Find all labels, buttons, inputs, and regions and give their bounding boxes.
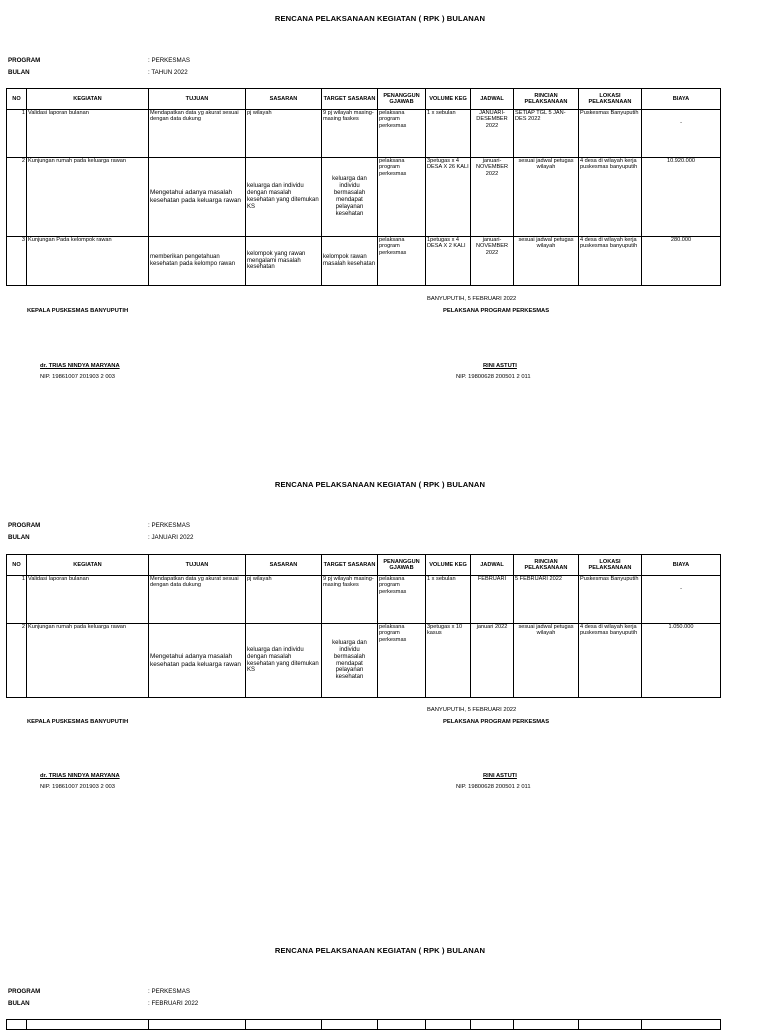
cell-empty: [246, 1020, 322, 1030]
cell-lokasi: 4 desa di wilayah kerja puskesmas banyuputih: [579, 237, 642, 286]
cell-empty: [642, 1020, 721, 1030]
cell-target: keluarga dan individu bermasalah mendapat pelayanan kesehatan: [322, 158, 378, 237]
cell-jadwal: januari-NOVEMBER 2022: [471, 237, 514, 286]
cell-pj: pelaksana program perkesmas: [378, 624, 426, 698]
cell-empty: [7, 1020, 27, 1030]
cell-lokasi: Puskesmas Banyuputih: [579, 576, 642, 624]
cell-jadwal: FEBRUARI: [471, 576, 514, 624]
cell-volume: 1 x sebulan: [426, 576, 471, 624]
doc2-sign-right-nip: NIP. 19800628 200501 2 011: [456, 784, 531, 790]
header-jadwal: JADWAL: [471, 89, 514, 110]
doc1-rpk-table: [6, 88, 721, 286]
cell-lokasi: 4 desa di wilayah kerja puskesmas banyuputih: [579, 624, 642, 698]
header-sasaran: SASARAN: [246, 89, 322, 110]
header-jadwal: JADWAL: [471, 555, 514, 576]
doc1-header-row: [7, 89, 721, 110]
header-target: TARGET SASARAN: [322, 89, 378, 110]
doc2-rpk-table: [6, 554, 721, 698]
header-lokasi: LOKASI PELAKSANAAN: [579, 89, 642, 110]
cell-biaya: 280.000: [642, 237, 721, 286]
cell-rincian: 5 FEBRUARI 2022: [514, 576, 579, 624]
doc2-sign-right-name: RINI ASTUTI: [483, 773, 517, 779]
header-no: NO: [7, 89, 27, 110]
cell-biaya: 10.920.000: [642, 158, 721, 237]
cell-target: 9 pj wilayah masing-masing faskes: [322, 576, 378, 624]
cell-tujuan: memberikan pengetahuan kesehatan pada kelompo rawan: [149, 237, 246, 286]
cell-pj: pelaksana program perkesmas: [378, 576, 426, 624]
doc2-header-row: [7, 555, 721, 576]
header-rincian: RINCIAN PELAKSANAAN: [514, 555, 579, 576]
cell-volume: 3petugas x 4 DESA X 26 KALI: [426, 158, 471, 237]
cell-empty: [426, 1020, 471, 1030]
doc3-title: RENCANA PELAKSANAAN KEGIATAN ( RPK ) BULANAN: [274, 946, 486, 955]
doc3-header-row: [7, 1020, 721, 1030]
doc1-sign-place-date: BANYUPUTIH, 5 FEBRUARI 2022: [427, 296, 517, 302]
doc2-sign-left-title: KEPALA PUSKESMAS BANYUPUTIH: [27, 719, 129, 725]
cell-no: 2: [7, 624, 27, 698]
cell-target: 9 pj wilayah masing-masing faskes: [322, 110, 378, 158]
header-lokasi: LOKASI PELAKSANAAN: [579, 555, 642, 576]
doc2-program-label: PROGRAM: [8, 522, 41, 529]
doc1-bulan-label: BULAN: [8, 69, 30, 76]
cell-empty: [378, 1020, 426, 1030]
header-penanggungjawab: PENANGGUN GJAWAB: [378, 89, 426, 110]
doc1-sign-left-title: KEPALA PUSKESMAS BANYUPUTIH: [27, 308, 129, 314]
cell-volume: 1 x sebulan: [426, 110, 471, 158]
header-no: NO: [7, 555, 27, 576]
cell-no: 1: [7, 110, 27, 158]
cell-lokasi: Puskesmas Banyuputih: [579, 110, 642, 158]
doc1-sign-right-nip: NIP. 19800628 200501 2 011: [456, 374, 531, 380]
cell-target: kelompok rawan masalah kesehatan: [322, 237, 378, 286]
header-penanggungjawab: PENANGGUN GJAWAB: [378, 555, 426, 576]
cell-no: 3: [7, 237, 27, 286]
cell-sasaran: keluarga dan individu dengan masalah kesehatan yang ditemukan KS: [246, 158, 322, 237]
cell-lokasi: 4 desa di wilayah kerja puskesmas banyuputih: [579, 158, 642, 237]
cell-empty: [322, 1020, 378, 1030]
doc1-bulan-value: : TAHUN 2022: [148, 69, 188, 76]
doc2-program-value: : PERKESMAS: [148, 522, 190, 529]
cell-sasaran: pj wilayah: [246, 110, 322, 158]
header-volume: VOLUME KEG: [426, 555, 471, 576]
doc2-sign-place-date: BANYUPUTIH, 5 FEBRUARI 2022: [427, 707, 517, 713]
doc3-rpk-table-partial: [6, 1019, 721, 1030]
cell-tujuan: Mendapatkan data yg akurat sesuai dengan data dukung: [149, 110, 246, 158]
header-biaya: BIAYA: [642, 89, 721, 110]
cell-pj: pelaksana program perkesmas: [378, 237, 426, 286]
cell-biaya: [642, 576, 721, 624]
cell-volume: 1petugas x 4 DESA X 2 KALI: [426, 237, 471, 286]
cell-empty: [514, 1020, 579, 1030]
cell-sasaran: keluarga dan individu dengan masalah kesehatan yang ditemukan KS: [246, 624, 322, 698]
cell-sasaran: kelompok yang rawan mengalami masalah kesehatan: [246, 237, 322, 286]
doc1-title: RENCANA PELAKSANAAN KEGIATAN ( RPK ) BULANAN: [274, 14, 486, 23]
doc2-sign-left-nip: NIP. 19861007 201903 2 003: [40, 784, 115, 790]
cell-target: keluarga dan individu bermasalah mendapat pelayanan kesehatan: [322, 624, 378, 698]
cell-sasaran: pj wilayah: [246, 576, 322, 624]
header-sasaran: SASARAN: [246, 555, 322, 576]
header-volume: VOLUME KEG: [426, 89, 471, 110]
cell-kegiatan: Validasi laporan bulanan: [27, 110, 149, 158]
cell-kegiatan: Kunjungan rumah pada keluarga rawan: [27, 624, 149, 698]
header-tujuan: TUJUAN: [149, 89, 246, 110]
doc3-bulan-value: : FEBRUARI 2022: [148, 1000, 199, 1007]
cell-pj: pelaksana program perkesmas: [378, 158, 426, 237]
cell-kegiatan: Validasi laporan bulanan: [27, 576, 149, 624]
doc1-program-label: PROGRAM: [8, 57, 41, 64]
table-row: [7, 237, 721, 286]
cell-rincian: SETIAP TGL 5 JAN-DES 2022: [514, 110, 579, 158]
table-row: [7, 576, 721, 624]
doc2-bulan-label: BULAN: [8, 534, 30, 541]
table-row: [7, 110, 721, 158]
cell-empty: [149, 1020, 246, 1030]
doc1-sign-left-nip: NIP. 19861007 201903 2 003: [40, 374, 115, 380]
cell-empty: [27, 1020, 149, 1030]
cell-empty: [579, 1020, 642, 1030]
cell-tujuan: Mengetahui adanya masalah kesehatan pada keluarga rawan: [149, 624, 246, 698]
header-tujuan: TUJUAN: [149, 555, 246, 576]
cell-kegiatan: Kunjungan rumah pada keluarga rawan: [27, 158, 149, 237]
header-target: TARGET SASARAN: [322, 555, 378, 576]
doc3-bulan-label: BULAN: [8, 1000, 30, 1007]
header-kegiatan: KEGIATAN: [27, 555, 149, 576]
doc3-program-value: : PERKESMAS: [148, 988, 190, 995]
biaya-value: -: [680, 586, 682, 592]
header-kegiatan: KEGIATAN: [27, 89, 149, 110]
cell-biaya: [642, 110, 721, 158]
cell-empty: [471, 1020, 514, 1030]
doc1-sign-left-name: dr. TRIAS NINDYA MARYANA: [40, 363, 120, 369]
cell-tujuan: Mendapatkan data yg akurat sesuai dengan data dukung: [149, 576, 246, 624]
cell-rincian: sesuai jadwal petugas wilayah: [514, 158, 579, 237]
table-row: [7, 624, 721, 698]
cell-tujuan: Mengetahui adanya masalah kesehatan pada keluarga rawan: [149, 158, 246, 237]
cell-volume: 3petugas x 10 kasus: [426, 624, 471, 698]
doc1-sign-right-name: RINI ASTUTI: [483, 363, 517, 369]
cell-kegiatan: Kunjungan Pada kelompok rawan: [27, 237, 149, 286]
header-rincian: RINCIAN PELAKSANAAN: [514, 89, 579, 110]
doc2-title: RENCANA PELAKSANAAN KEGIATAN ( RPK ) BULANAN: [274, 480, 486, 489]
doc1-sign-right-title: PELAKSANA PROGRAM PERKESMAS: [443, 308, 550, 314]
doc1-program-value: : PERKESMAS: [148, 57, 190, 64]
biaya-value: -: [680, 120, 682, 126]
doc2-sign-right-title: PELAKSANA PROGRAM PERKESMAS: [443, 719, 550, 725]
table-row: [7, 158, 721, 237]
cell-pj: pelaksana program perkesmas: [378, 110, 426, 158]
cell-no: 1: [7, 576, 27, 624]
doc3-program-label: PROGRAM: [8, 988, 41, 995]
doc2-bulan-value: : JANUARI 2022: [148, 534, 194, 541]
cell-rincian: sesuai jadwal petugas wilayah: [514, 237, 579, 286]
cell-jadwal: JANUARI-DESEMBER 2022: [471, 110, 514, 158]
cell-rincian: sesuai jadwal petugas wilayah: [514, 624, 579, 698]
cell-jadwal: januari 2022: [471, 624, 514, 698]
header-biaya: BIAYA: [642, 555, 721, 576]
cell-no: 2: [7, 158, 27, 237]
doc2-sign-left-name: dr. TRIAS NINDYA MARYANA: [40, 773, 120, 779]
cell-jadwal: januari-NOVEMBER 2022: [471, 158, 514, 237]
cell-biaya: 1.050.000: [642, 624, 721, 698]
